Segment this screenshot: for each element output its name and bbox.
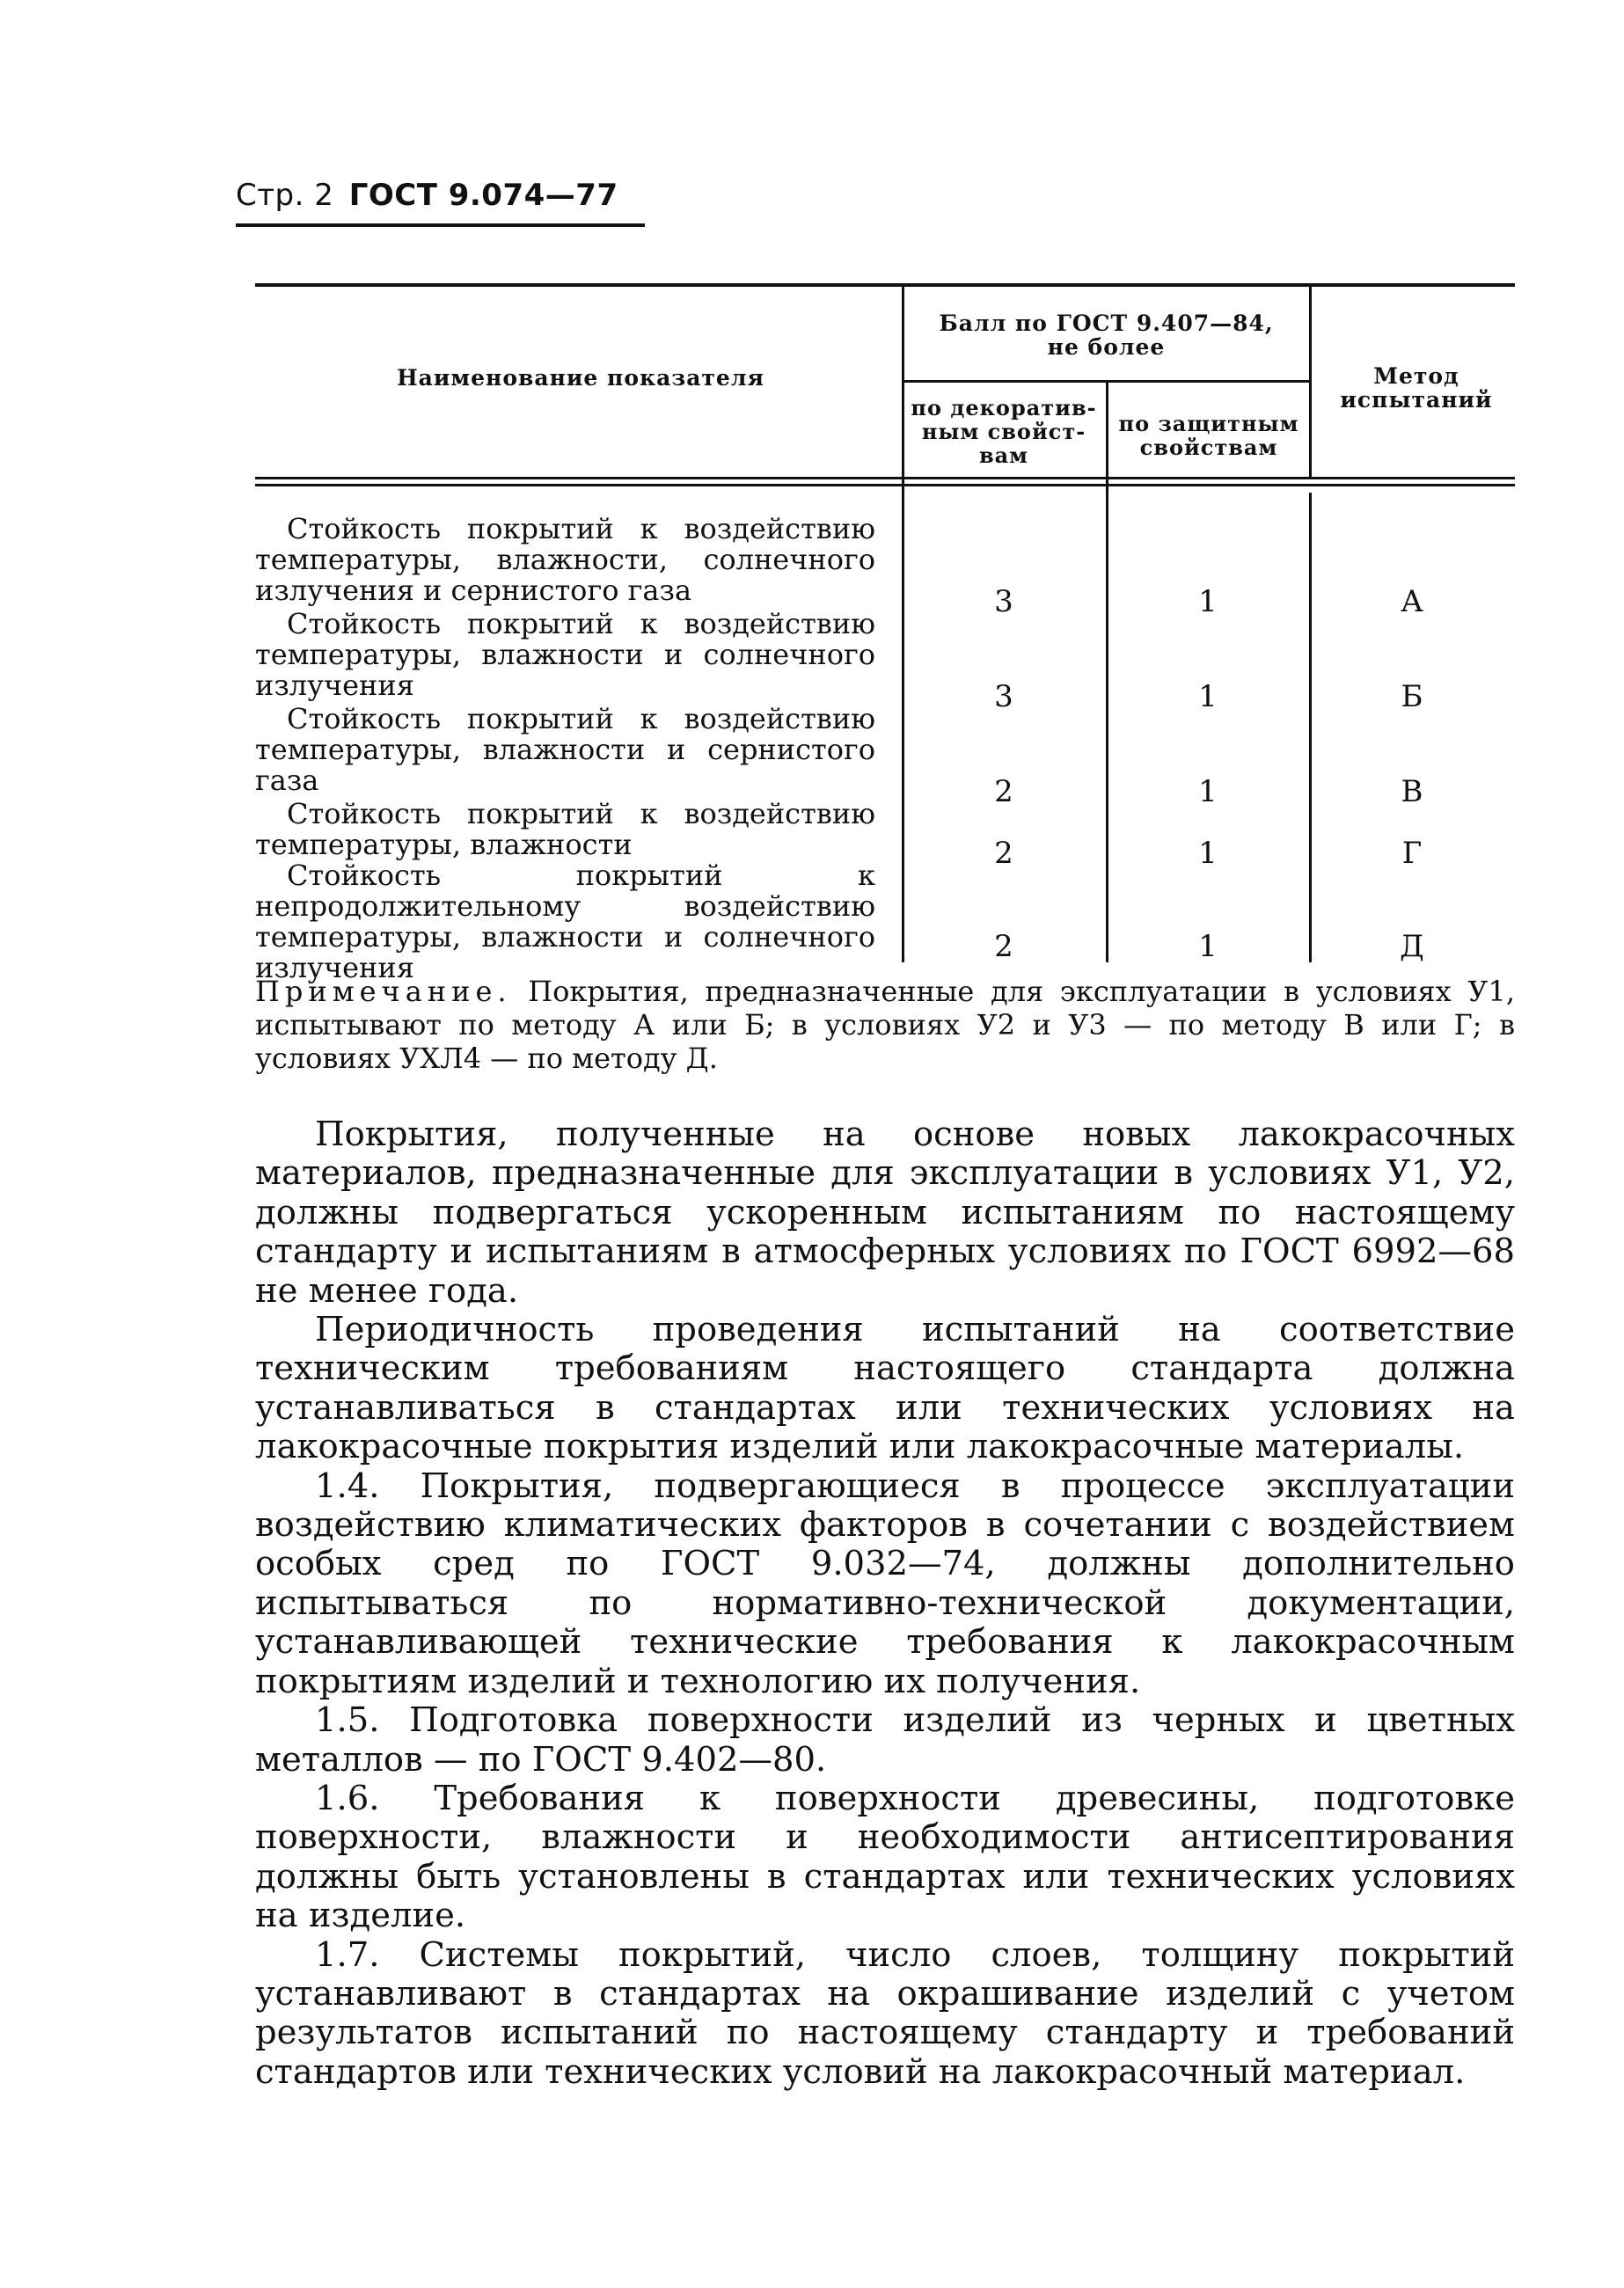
paragraph: Периодичность проведения испытаний на соответствие техническим требованиям настоящего стандарта должна устанавливаться в стандартах или технических условиях на лакокрасочные покрытия изделий или лакокрасочные материалы. xyxy=(255,1310,1515,1467)
table-divider xyxy=(1106,382,1108,962)
paragraph-1-4: 1.4. Покрытия, подвергающиеся в процессе эксплуатации воздействию климатических факторов в сочетании с воздействием особых сред по ГОСТ 9.032—74, должны дополнительно испытываться по нормативно-технической документации, устанавливающей технические требования к лакокрасочным покрытиям изделий и технологию их получения. xyxy=(255,1466,1515,1701)
header-score: Балл по ГОСТ 9.407—84, не более xyxy=(939,311,1274,360)
table-note xyxy=(255,975,1515,1075)
standard-number: ГОСТ 9.074—77 xyxy=(348,178,618,213)
table-cell-decor: 2 xyxy=(994,836,1013,871)
table-row-name: Стойкость покрытий к воздействию температуры, влажности xyxy=(255,797,875,861)
note-label: Примечание. xyxy=(255,975,512,1008)
table-cell-method: Б xyxy=(1401,679,1423,714)
table-row-name: Стойкость покрытий к воздействию температуры, влажности и сернистого газа xyxy=(255,702,875,797)
table-divider xyxy=(1309,287,1312,479)
table-cell-protect: 1 xyxy=(1198,836,1218,871)
body-text xyxy=(255,1115,1515,2092)
table-cell-decor: 2 xyxy=(994,929,1013,964)
table-divider xyxy=(902,380,1309,383)
table-row-name: Стойкость покрытий к непродолжительному воздействию температуры, влажности и солнечного излучения xyxy=(255,859,875,984)
header-test-method: Метод испытаний xyxy=(1340,363,1493,413)
paragraph-1-7: 1.7. Системы покрытий, число слоев, толщину покрытий устанавливают в стандартах на окрашивание изделий с учетом результатов испытаний по настоящему стандарту и требований стандартов или технических условий на лакокрасочный материал. xyxy=(255,1934,1515,2092)
table-divider xyxy=(902,287,904,962)
table-cell-method: А xyxy=(1401,584,1423,619)
table-cell-method: В xyxy=(1401,774,1423,809)
header-indicator-name: Наименование показателя xyxy=(397,365,764,391)
paragraph-1-5: 1.5. Подготовка поверхности изделий из черных и цветных металлов — по ГОСТ 9.402—80. xyxy=(255,1700,1515,1780)
table-cell-method: Г xyxy=(1401,836,1423,871)
page-number: Стр. 2 xyxy=(236,178,334,213)
note-text: Покрытия, предназначенные для эксплуатации в условиях У1, испытывают по методу А или Б; в условиях У2 и У3 — по методу В или Г; в условиях УХЛ4 — по методу Д. xyxy=(255,975,1516,1075)
paragraph-1-6: 1.6. Требования к поверхности древесины, подготовке поверхности, влажности и необходимости антисептирования должны быть установлены в стандартах или технических условиях на изделие. xyxy=(255,1778,1515,1936)
table-divider xyxy=(255,484,1515,486)
header-decorative: по декоратив- ным свойст- вам xyxy=(911,395,1097,468)
table-cell-decor: 3 xyxy=(994,584,1013,619)
indicator-table xyxy=(255,283,1515,984)
table-row-name: Стойкость покрытий к воздействию температуры, влажности и солнечного излучения xyxy=(255,607,875,702)
paragraph: Покрытия, полученные на основе новых лакокрасочных материалов, предназначенные для эксплуатации в условиях У1, У2, должны подвергаться ускоренным испытаниям по настоящему стандарту и испытаниям в атмосферных условиях по ГОСТ 6992—68 не менее года. xyxy=(255,1115,1515,1311)
table-cell-protect: 1 xyxy=(1198,774,1218,809)
header-protective: по защитным свойствам xyxy=(1118,411,1299,460)
table-row-name: Стойкость покрытий к воздействию температуры, влажности, солнечного излучения и сернистого газа xyxy=(255,512,875,607)
table-cell-protect: 1 xyxy=(1198,679,1218,714)
table-cell-decor: 2 xyxy=(994,774,1013,809)
table-divider xyxy=(1309,493,1312,962)
table-divider xyxy=(255,477,1515,479)
table-cell-protect: 1 xyxy=(1198,929,1218,964)
table-cell-protect: 1 xyxy=(1198,584,1218,619)
table-cell-method: Д xyxy=(1400,929,1424,964)
page-header xyxy=(236,178,645,227)
table-cell-decor: 3 xyxy=(994,679,1013,714)
